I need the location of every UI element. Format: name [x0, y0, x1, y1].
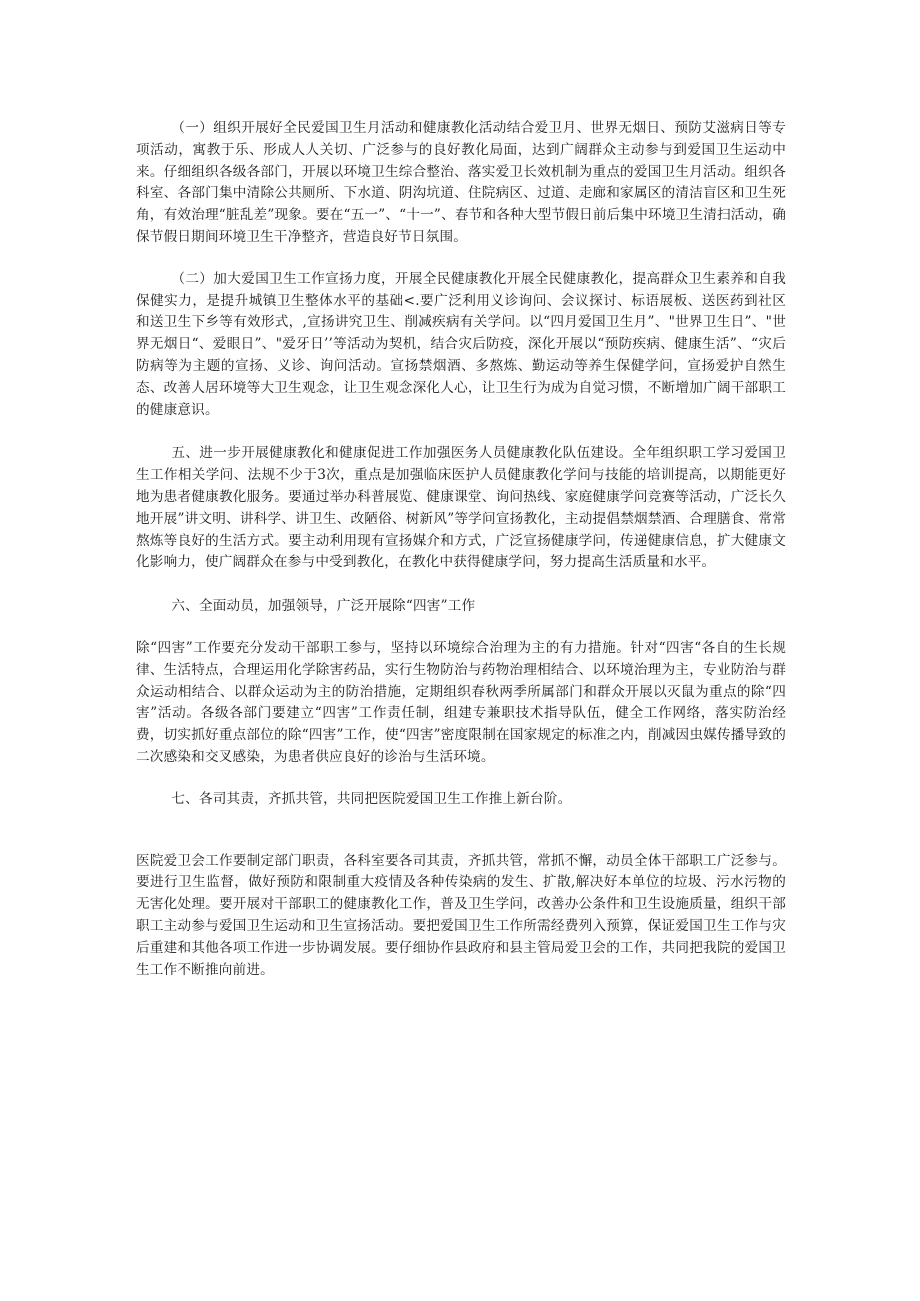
section-heading-7: 七、各司其责，齐抓共管，共同把医院爱国卫生工作推上新台阶。	[171, 790, 572, 807]
paragraph-5: 医院爱卫会工作要制定部门职责，各科室要各司其责，齐抓共管，常抓不懈，动员全体干部职工广泛参与。要进行卫生监督，做好预防和限制重大疫情及各种传染病的发生、扩散,解决好本单位的垃圾、污水污物的无害化处理。要开展对干部职工的健康教化工作，普及卫生学问，改善办公条件和卫生设施质量，组织干部职工主动参与爱国卫生运动和卫生宣扬活动。要把爱国卫生工作所需经费列入预算，保证爱国卫生工作与灾后重建和其他各项工作进一步协调发展。要仔细协作县政府和县主管局爱卫会的工作，共同把我院的爱国卫生工作不断推向前进。	[136, 852, 786, 978]
section-heading-6: 六、全面动员，加强领导，广泛开展除“四害”工作	[171, 598, 476, 615]
document-body	[136, 118, 786, 981]
paragraph-2: （二）加大爱国卫生工作宣扬力度，开展全民健康教化开展全民健康教化，提高群众卫生素养和自我保健实力，是提升城镇卫生整体水平的基础<.要广泛利用义诊询问、会议探讨、标语展板、送医药到社区和送卫生下乡等有效形式，,宣扬讲究卫生、削减疾病有关学问。以“四月爱国卫生月”、"世界卫生日”、"世界无烟日“、爱眼日”、"爱牙日’’等活动为契机，结合灾后防疫，深化开展以“预防疾病、健康生活”、“灾后防病等为主题的宣扬、义诊、询问活动。宣扬禁烟酒、多熬炼、勤运动等养生保健学问，宣扬爱护自然生态、改善人居环境等大卫生观念，让卫生观念深化人心，让卫生行为成为自觉习惯，不断增加广阔干部职工的健康意识。	[136, 270, 786, 418]
paragraph-4: 除“四害”工作要充分发动干部职工参与，坚持以环境综合治理为主的有力措施。针对“四害“各自的生长规律、生活特点，合理运用化学除害药品，实行生物防治与药物治理相结合、以环境治理为主，专业防治与群众运动相结合、以群众运动为主的防治措施，定期组织春秋两季所属部门和群众开展以灭鼠为重点的除“四害”活动。各级各部门要建立“四害”工作责任制，组建专兼职技术指导队伍，健全工作网络，落实防治经费，切实抓好重点部位的除“四害”工作，使“四害”密度限制在国家规定的标准之内，削减因虫媒传播导致的二次感染和交叉感染，为患者供应良好的诊治与生活环境。	[136, 639, 786, 765]
paragraph-1: （一）组织开展好全民爱国卫生月活动和健康教化活动结合爱卫月、世界无烟日、预防艾滋病日等专项活动，寓教于乐、形成人人关切、广泛参与的良好教化局面，达到广阔群众主动参与到爱国卫生运动中来。仔细组织各级各部门，开展以环境卫生综合整治、落实爱卫长效机制为重点的爱国卫生月活动。组织各科室、各部门集中清除公共厕所、下水道、阴沟坑道、住院病区、过道、走廊和家属区的清洁盲区和卫生死角，有效治理“脏乱差”现象。要在“五一”、“十一”、春节和各种大型节假日前后集中环境卫生清扫活动，确保节假日期间环境卫生干净整齐，营造良好节日氛围。	[136, 120, 786, 245]
paragraph-3: 五、进一步开展健康教化和健康促进工作加强医务人员健康教化队伍建设。全年组织职工学习爱国卫生工作相关学问、法规不少于3次，重点是加强临床医护人员健康教化学问与技能的培训提高，以期能更好地为患者健康教化服务。要通过举办科普展览、健康课堂、询问热线、家庭健康学问竞赛等活动，广泛长久地开展”讲文明、讲科学、讲卫生、改陋俗、树新风”等学问宣扬教化，主动提倡禁烟禁酒、合理膳食、常常熬炼等良好的生活方式。要主动利用现有宣扬媒介和方式，广泛宣扬健康学问，传递健康信息，扩大健康文化影响力，使广阔群众在参与中受到教化，在教化中获得健康学问，努力提高生活质量和水平。	[136, 445, 786, 571]
